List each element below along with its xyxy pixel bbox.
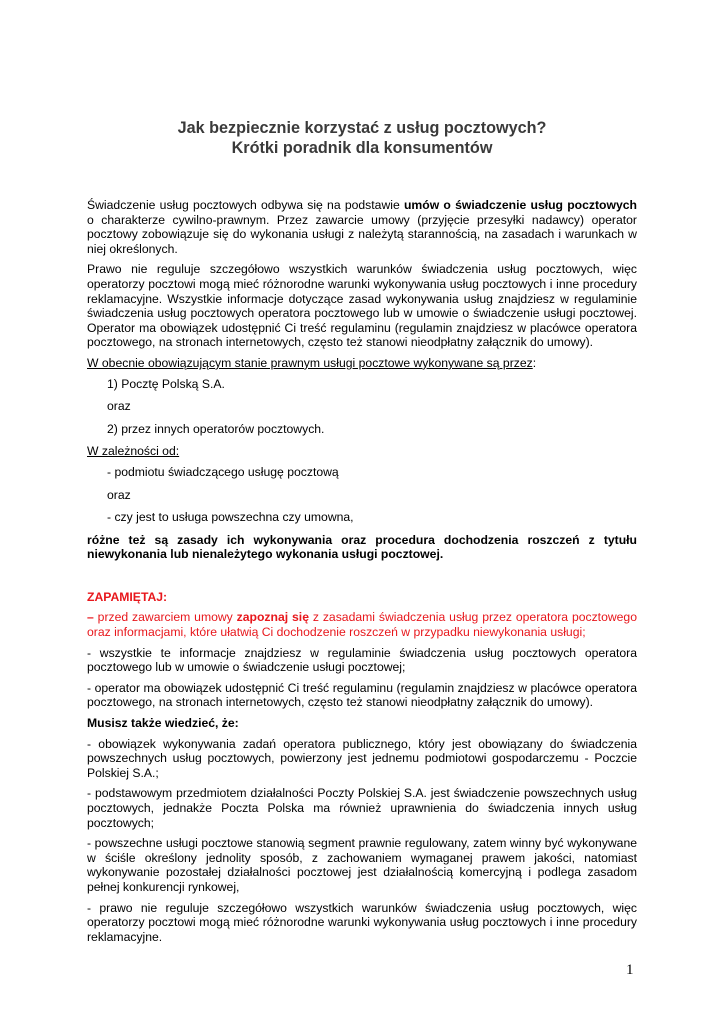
remember-item-2: - wszystkie te informacje znajdziesz w regulaminie świadczenia usług pocztowych operatora pocztowego lub w umowie o świadczenie usługi pocztowej; — [87, 645, 637, 675]
remember-text-bold: zapoznaj się — [236, 610, 309, 625]
operator-item-1: 1) Pocztę Polską S.A. — [107, 376, 225, 391]
must-know-item-3: - powszechne usługi pocztowe stanowią segment prawnie regulowany, zatem winny być wykonywane w ściśle określony jednolity sposób, z zachowaniem wymaganej prawem jakości, natomiast wykonywanie pozostałej działalności pocztowej jest działalnością komercyjną i podlega zasadom pełnej konkurencji rynkowej, — [87, 836, 637, 894]
must-know-item-1: - obowiązek wykonywania zadań operatora publicznego, który jest obowiązany do świadczenia powszechnych usług pocztowych, powierzony jest jednemu podmiotowi gospodarczemu - Poczcie Polskiej S.A.; — [87, 736, 637, 780]
title-line-1: Jak bezpiecznie korzystać z usług pocztowych? — [177, 119, 547, 137]
intro-text-after: o charakterze cywilno-prawnym. Przez zawarcie umowy (przyjęcie przesyłki nadawcy) operator pocztowy zobowiązuje się do wykonania usługi z należytą starannością, na zasadach i warunkach w niej określonych. — [87, 212, 637, 256]
paragraph-intro — [87, 198, 637, 256]
intro-text-before: Świadczenie usług pocztowych odbywa się na podstawie — [87, 198, 404, 212]
remember-item-1 — [87, 610, 637, 639]
oraz-connector-1: oraz — [107, 399, 131, 414]
depends-heading — [87, 444, 637, 459]
depends-item-2: - czy jest to usługa powszechna czy umowna, — [107, 510, 354, 525]
operators-heading — [87, 356, 637, 371]
remember-dash: – — [87, 610, 94, 625]
section-spacer — [87, 568, 637, 590]
intro-text-bold: umów o świadczenie usług pocztowych — [403, 198, 637, 212]
title-line-2: Krótki poradnik dla konsumentów — [231, 139, 493, 157]
page-number: 1 — [626, 962, 634, 978]
document-title — [0, 118, 724, 158]
remember-heading: ZAPAMIĘTAJ: — [87, 589, 168, 604]
paragraph-regulations: Prawo nie reguluje szczegółowo wszystkich warunków świadczenia usług pocztowych, więc operatorzy pocztowi mogą mieć różnorodne warunki wykonywania usług pocztowych i inne procedury reklamacyjne. Wszystkie informacje dotyczące zasad wykonywania usług znajdziesz w regulaminie świadczenia usług pocztowych operatora pocztowego lub w umowie o świadczenie usługi pocztowej. Operator ma obowiązek udostępnić Ci treść regulaminu (regulamin znajdziesz w placówce operatora pocztowego, na stronach internetowych, często też stanowi nieodpłatny załącznik do umowy). — [87, 262, 637, 350]
must-know-item-2: - podstawowym przedmiotem działalności Poczty Polskiej S.A. jest świadczenie powszechnych usług pocztowych, jednakże Poczta Polska ma również uprawnienia do świadczenia innych usług pocztowych; — [87, 786, 637, 830]
document-body — [87, 198, 637, 950]
must-know-heading: Musisz także wiedzieć, że: — [87, 716, 239, 731]
operators-heading-text: W obecnie obowiązującym stanie prawnym usługi pocztowe wykonywane są przez — [87, 355, 533, 370]
remember-item-3: - operator ma obowiązek udostępnić Ci treść regulaminu (regulamin znajdziesz w placówce operatora pocztowego, na stronach internetowych, często też stanowi nieodpłatny załącznik do umowy). — [87, 680, 637, 710]
remember-text-after: z zasadami świadczenia usług przez operatora pocztowego oraz informacjami, które ułatwią Ci dochodzenie roszczeń w przypadku niewykonania usługi; — [87, 610, 637, 640]
oraz-connector-2: oraz — [107, 487, 131, 502]
operators-heading-colon: : — [532, 355, 537, 370]
depends-item-1: - podmiotu świadczącego usługę pocztową — [107, 464, 339, 479]
must-know-item-4: - prawo nie reguluje szczegółowo wszystkich warunków świadczenia usług pocztowych, więc operatorzy pocztowi mogą mieć różnorodne warunki wykonywania usług pocztowych i inne procedury reklamacyjne. — [87, 900, 637, 944]
depends-heading-text: W zależności od: — [87, 444, 180, 459]
operator-item-2: 2) przez innych operatorów pocztowych. — [107, 421, 325, 436]
bold-conclusion: różne też są zasady ich wykonywania oraz procedura dochodzenia roszczeń z tytułu niewykonania lub nienależytego wykonania usługi pocztowej. — [87, 532, 637, 562]
remember-text-before: przed zawarciem umowy — [93, 610, 237, 625]
